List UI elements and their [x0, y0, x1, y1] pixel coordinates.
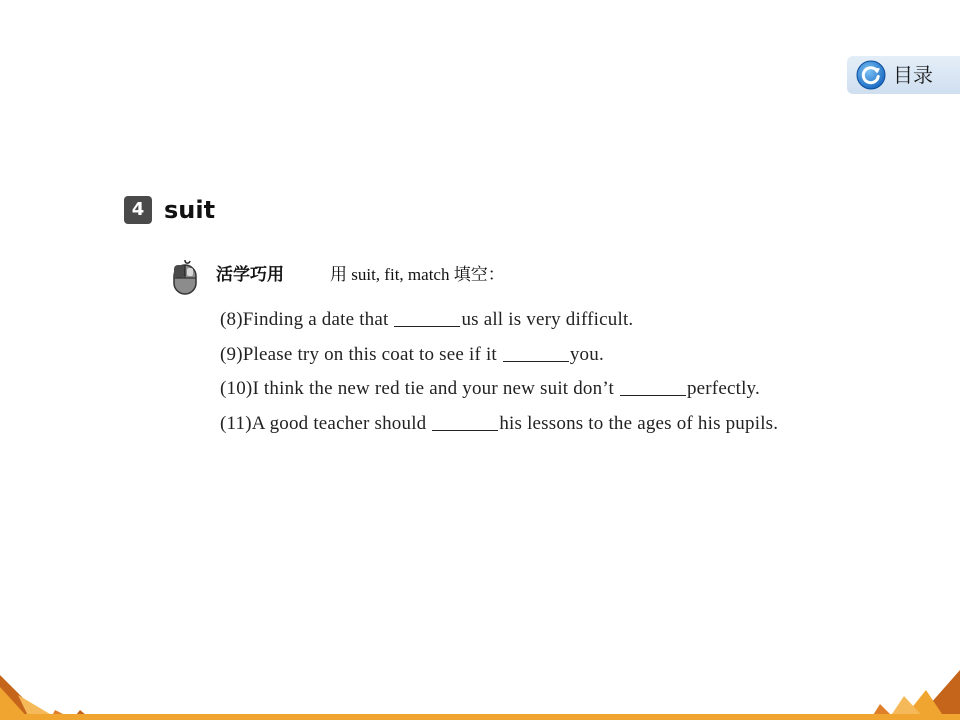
toc-label: 目录: [893, 63, 933, 87]
instruction-words: suit, fit, match: [351, 265, 450, 284]
exercise-text-before: (9)Please try on this coat to see if it: [220, 343, 502, 365]
practice-instruction: [330, 263, 505, 287]
refresh-icon: [856, 60, 886, 90]
section-title: suit: [164, 196, 216, 224]
instruction-suffix: 填空：: [453, 265, 505, 285]
answer-blank: [394, 306, 460, 327]
exercise-text-after: us all is very difficult.: [461, 309, 634, 330]
answer-blank: [503, 341, 569, 362]
exercise-text-before: (10)I think the new red tie and your new suit don’t: [220, 378, 619, 400]
instruction-prefix: 用: [330, 265, 347, 285]
bottom-accent-bar: [0, 714, 960, 720]
toc-button[interactable]: [847, 56, 960, 94]
exercise-item: [174, 407, 812, 442]
mouse-icon: [172, 258, 198, 296]
exercise-text-after: you.: [569, 343, 604, 365]
exercise-text-after: his lessons to the ages of his pupils.: [499, 413, 779, 435]
corner-decoration-right: [866, 670, 960, 720]
section-heading: [124, 196, 215, 224]
exercise-text-after: perfectly.: [686, 378, 760, 400]
practice-line: [172, 258, 812, 296]
exercise-item: [174, 338, 812, 373]
exercise-text-before: (11)A good teacher should: [220, 413, 432, 435]
answer-blank: [620, 375, 686, 396]
corner-decoration-left: [0, 665, 100, 720]
exercise-text-before: (8)Finding a date that: [220, 309, 394, 330]
exercise-item: [174, 303, 812, 338]
practice-label: 活学巧用: [216, 265, 284, 285]
exercise-item: [174, 372, 812, 407]
section-number-badge: 4: [124, 196, 152, 224]
exercise-list: [174, 303, 812, 442]
answer-blank: [432, 410, 498, 431]
